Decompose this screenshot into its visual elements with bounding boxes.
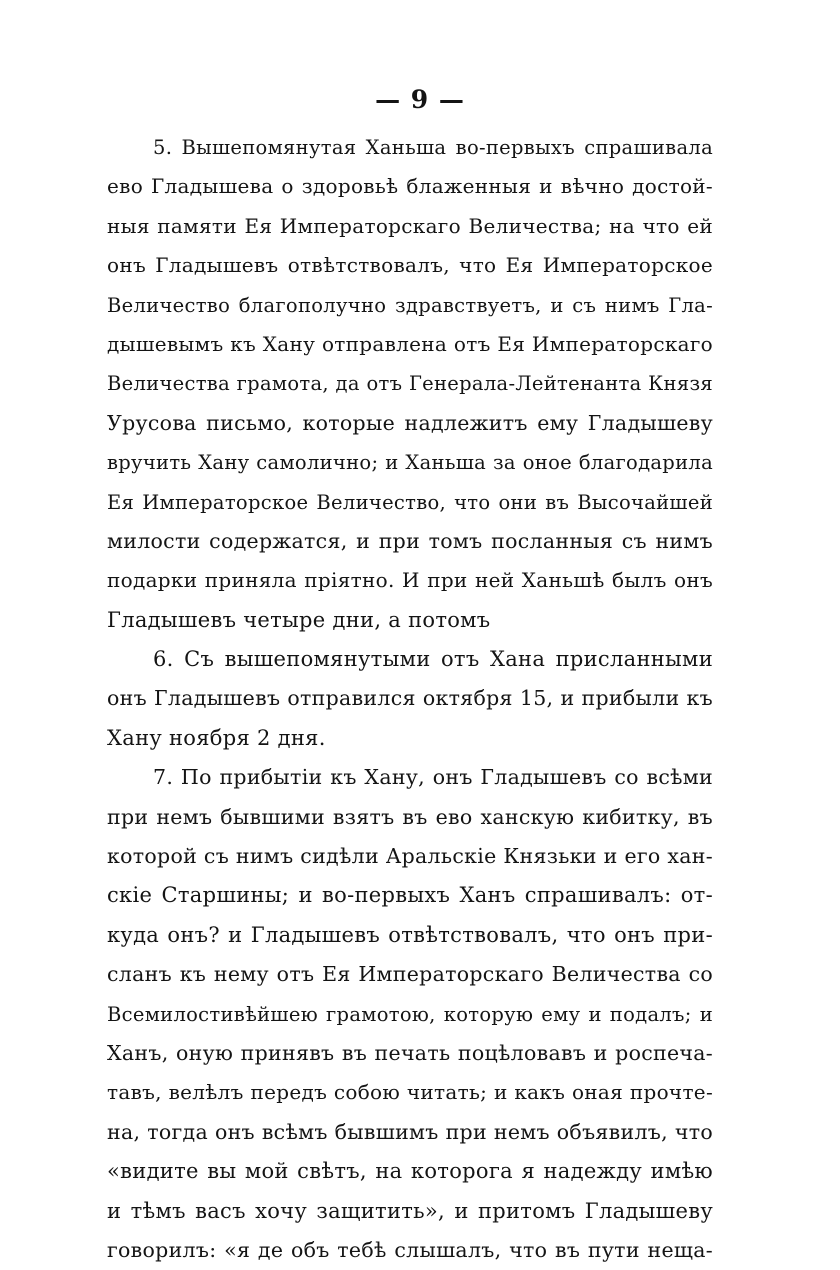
text-line: ево Гладышева о здоровьѣ блаженныя и вѣчно достой- [107,174,713,199]
text-line: при немъ бывшими взятъ въ ево ханскую кибитку, въ [107,804,713,829]
text-line: Ханъ, оную принявъ въ печать поцѣловавъ и роспеча- [107,1040,713,1065]
text-line: 6. Съ вышепомянутыми отъ Хана присланными [153,647,713,672]
text-line: которой съ нимъ сидѣли Аральскіе Князьки и его хан- [107,844,713,869]
text-line: сланъ къ нему отъ Ея Императорскаго Величества со [107,962,713,987]
text-line: куда онъ? и Гладышевъ отвѣтствовалъ, что онъ при- [107,922,713,947]
text-line: Гладышевъ четыре дни, а потомъ [107,607,491,632]
text-line: 5. Вышепомянутая Ханьша во-первыхъ спрашивала [153,136,713,159]
text-line: подарки приняла пріятно. И при ней Ханьшѣ былъ онъ [107,568,713,593]
text-line: Хану ноября 2 дня. [107,725,326,750]
text-line: Величества грамота, да отъ Генерала-Лейтенанта Князя [107,372,713,396]
text-line: дышевымъ къ Хану отправлена отъ Ея Императорскаго [107,331,713,356]
text-line: Урусова письмо, которые надлежитъ ему Гладышеву [107,410,713,435]
text-line: онъ Гладышевъ отвѣтствовалъ, что Ея Императорское [107,253,713,278]
body-text [107,128,713,1270]
text-line: на, тогда онъ всѣмъ бывшимъ при немъ объявилъ, что [107,1119,713,1144]
text-line: скіе Старшины; и во-первыхъ Ханъ спрашивалъ: от- [107,883,713,908]
text-line: Всемилостивѣйшею грамотою, которую ему и подалъ; и [107,1002,713,1026]
text-line: милости содержатся, и при томъ посланныя съ нимъ [107,528,713,553]
text-line: «видите вы мой свѣтъ, на которога я надежду имѣю [107,1159,713,1184]
text-line: тавъ, велѣлъ передъ собою читать; и какъ оная прочте- [107,1080,713,1105]
text-line: ныя памяти Ея Императорскаго Величества; на что ей [107,213,713,238]
text-line: онъ Гладышевъ отправился октября 15, и прибыли къ [107,686,713,711]
page-number: — 9 — [375,85,465,114]
text-line: 7. По прибытіи къ Хану, онъ Гладышевъ со всѣми [153,765,713,790]
text-line: и тѣмъ васъ хочу защитить», и притомъ Гладышеву [107,1198,713,1223]
text-line: вручить Хану самолично; и Ханьша за оное благодарила [107,451,713,475]
text-line: говорилъ: «я де объ тебѣ слышалъ, что въ пути неща- [107,1237,713,1262]
text-line: Величество благополучно здравствуетъ, и съ нимъ Гла- [107,293,713,317]
text-line: Ея Императорское Величество, что они въ Высочайшей [107,490,713,514]
